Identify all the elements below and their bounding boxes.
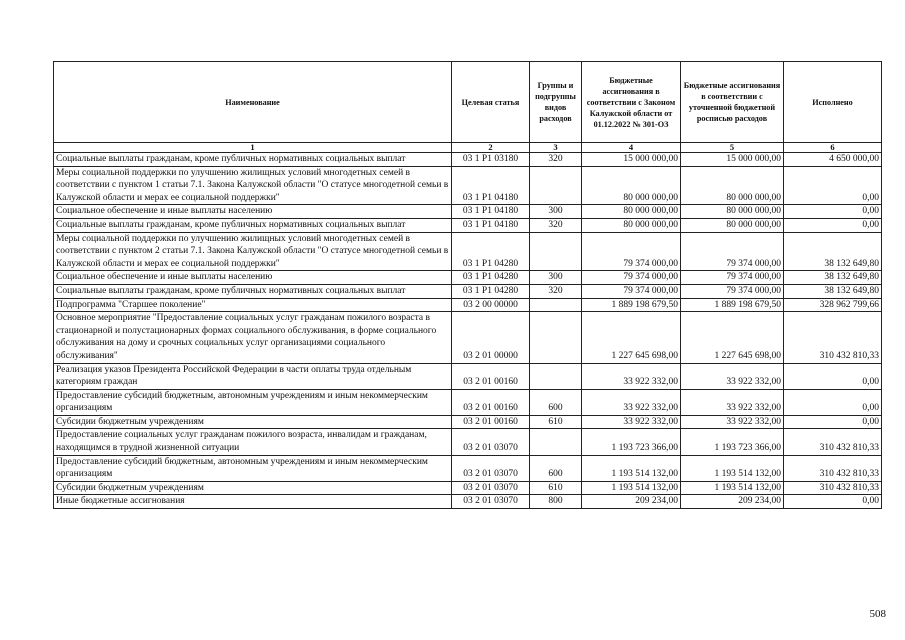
cell-executed: 0,00 <box>784 166 882 205</box>
table-row <box>54 232 882 271</box>
cell-group: 600 <box>530 455 582 481</box>
cell-group: 320 <box>530 284 582 298</box>
cell-name: Социальные выплаты гражданам, кроме публичных нормативных социальных выплат <box>54 153 452 167</box>
cell-revised: 1 889 198 679,50 <box>681 298 784 312</box>
cell-revised: 33 922 332,00 <box>681 389 784 415</box>
cell-target: 03 2 01 00160 <box>452 389 530 415</box>
table-row <box>54 481 882 495</box>
cell-target: 03 2 01 03070 <box>452 455 530 481</box>
cell-name: Меры социальной поддержки по улучшению жилищных условий многодетных семей в соответствии с пунктом 2 статьи 7.1. Закона Калужской области "О статусе многодетной семьи в Калужской области и мерах ее социальной поддержки" <box>54 232 452 271</box>
table-row <box>54 284 882 298</box>
cell-name: Социальные выплаты гражданам, кроме публичных нормативных социальных выплат <box>54 284 452 298</box>
cell-name: Социальные выплаты гражданам, кроме публичных нормативных социальных выплат <box>54 218 452 232</box>
header-executed: Исполнено <box>784 62 882 143</box>
cell-target: 03 2 01 00160 <box>452 415 530 429</box>
cell-name: Меры социальной поддержки по улучшению жилищных условий многодетных семей в соответствии с пунктом 1 статьи 7.1. Закона Калужской области "О статусе многодетной семьи в Калужской области и мерах ее социальной поддержки" <box>54 166 452 205</box>
cell-law: 80 000 000,00 <box>582 166 681 205</box>
cell-revised: 1 193 514 132,00 <box>681 455 784 481</box>
table-row <box>54 218 882 232</box>
page-number: 508 <box>869 608 886 620</box>
cell-target: 03 1 Р1 03180 <box>452 153 530 167</box>
cell-group: 300 <box>530 205 582 219</box>
cell-name: Реализация указов Президента Российской Федерации в части оплаты труда отдельным категориям граждан <box>54 363 452 389</box>
cell-revised: 79 374 000,00 <box>681 284 784 298</box>
cell-name: Предоставление субсидий бюджетным, автономным учреждениям и иным некоммерческим организациям <box>54 455 452 481</box>
cell-name: Основное мероприятие "Предоставление социальных услуг гражданам пожилого возраста в стационарной и полустационарных формах социального обслуживания, в форме социального обслуживания на дому и срочных социальных услуг организациями социального обслуживания" <box>54 312 452 363</box>
cell-executed: 328 962 799,66 <box>784 298 882 312</box>
column-number: 3 <box>530 143 582 153</box>
cell-executed: 38 132 649,80 <box>784 271 882 285</box>
cell-revised: 79 374 000,00 <box>681 271 784 285</box>
cell-law: 209 234,00 <box>582 495 681 509</box>
header-group: Группы и подгруппы видов расходов <box>530 62 582 143</box>
cell-name: Предоставление социальных услуг гражданам пожилого возраста, инвалидам и гражданам, находящимся в трудной жизненной ситуации <box>54 429 452 455</box>
table-row <box>54 271 882 285</box>
cell-executed: 0,00 <box>784 205 882 219</box>
cell-group <box>530 298 582 312</box>
cell-target: 03 1 Р1 04180 <box>452 218 530 232</box>
cell-group <box>530 312 582 363</box>
cell-name: Иные бюджетные ассигнования <box>54 495 452 509</box>
cell-executed: 0,00 <box>784 218 882 232</box>
cell-executed: 310 432 810,33 <box>784 481 882 495</box>
cell-revised: 33 922 332,00 <box>681 415 784 429</box>
table-row <box>54 495 882 509</box>
cell-target: 03 1 Р1 04180 <box>452 166 530 205</box>
column-number: 1 <box>54 143 452 153</box>
cell-executed: 38 132 649,80 <box>784 232 882 271</box>
cell-law: 79 374 000,00 <box>582 271 681 285</box>
cell-target: 03 1 Р1 04180 <box>452 205 530 219</box>
cell-group: 300 <box>530 271 582 285</box>
cell-executed: 0,00 <box>784 495 882 509</box>
cell-law: 80 000 000,00 <box>582 218 681 232</box>
cell-revised: 15 000 000,00 <box>681 153 784 167</box>
cell-revised: 80 000 000,00 <box>681 166 784 205</box>
cell-target: 03 2 01 00000 <box>452 312 530 363</box>
cell-executed: 0,00 <box>784 389 882 415</box>
cell-law: 80 000 000,00 <box>582 205 681 219</box>
cell-group: 800 <box>530 495 582 509</box>
cell-executed: 310 432 810,33 <box>784 429 882 455</box>
column-number: 6 <box>784 143 882 153</box>
cell-name: Субсидии бюджетным учреждениям <box>54 481 452 495</box>
cell-revised: 1 193 514 132,00 <box>681 481 784 495</box>
table-row <box>54 166 882 205</box>
table-row <box>54 298 882 312</box>
table-row <box>54 389 882 415</box>
table-row <box>54 415 882 429</box>
cell-law: 33 922 332,00 <box>582 415 681 429</box>
table-row <box>54 312 882 363</box>
header-target: Целевая статья <box>452 62 530 143</box>
cell-group <box>530 166 582 205</box>
cell-law: 1 193 514 132,00 <box>582 481 681 495</box>
cell-law: 1 227 645 698,00 <box>582 312 681 363</box>
cell-executed: 310 432 810,33 <box>784 455 882 481</box>
cell-group: 610 <box>530 481 582 495</box>
cell-name: Субсидии бюджетным учреждениям <box>54 415 452 429</box>
cell-law: 33 922 332,00 <box>582 363 681 389</box>
cell-target: 03 1 Р1 04280 <box>452 284 530 298</box>
cell-law: 79 374 000,00 <box>582 284 681 298</box>
cell-revised: 1 227 645 698,00 <box>681 312 784 363</box>
header-revised: Бюджетные ассигнования в соответствии с уточненной бюджетной росписью расходов <box>681 62 784 143</box>
cell-executed: 310 432 810,33 <box>784 312 882 363</box>
cell-law: 79 374 000,00 <box>582 232 681 271</box>
cell-revised: 33 922 332,00 <box>681 363 784 389</box>
cell-group: 320 <box>530 153 582 167</box>
cell-name: Предоставление субсидий бюджетным, автономным учреждениям и иным некоммерческим организациям <box>54 389 452 415</box>
cell-target: 03 2 01 03070 <box>452 481 530 495</box>
table-row <box>54 205 882 219</box>
cell-name: Социальное обеспечение и иные выплаты населению <box>54 271 452 285</box>
header-name: Наименование <box>54 62 452 143</box>
table-row <box>54 429 882 455</box>
cell-target: 03 2 01 03070 <box>452 429 530 455</box>
cell-revised: 79 374 000,00 <box>681 232 784 271</box>
header-law: Бюджетные ассигнования в соответствии с Законом Калужской области от 01.12.2022 № 301-ОЗ <box>582 62 681 143</box>
cell-executed: 38 132 649,80 <box>784 284 882 298</box>
column-number-row <box>54 143 882 153</box>
column-number: 4 <box>582 143 681 153</box>
cell-law: 1 193 723 366,00 <box>582 429 681 455</box>
cell-law: 15 000 000,00 <box>582 153 681 167</box>
cell-group <box>530 429 582 455</box>
cell-group: 600 <box>530 389 582 415</box>
cell-target: 03 2 01 03070 <box>452 495 530 509</box>
cell-group <box>530 232 582 271</box>
cell-target: 03 2 01 00160 <box>452 363 530 389</box>
cell-executed: 0,00 <box>784 415 882 429</box>
cell-target: 03 2 00 00000 <box>452 298 530 312</box>
column-number: 5 <box>681 143 784 153</box>
table-row <box>54 363 882 389</box>
cell-group <box>530 363 582 389</box>
cell-revised: 209 234,00 <box>681 495 784 509</box>
cell-law: 33 922 332,00 <box>582 389 681 415</box>
cell-revised: 80 000 000,00 <box>681 205 784 219</box>
cell-revised: 1 193 723 366,00 <box>681 429 784 455</box>
table-header-row <box>54 62 882 143</box>
cell-law: 1 889 198 679,50 <box>582 298 681 312</box>
cell-revised: 80 000 000,00 <box>681 218 784 232</box>
budget-table <box>53 61 882 509</box>
cell-target: 03 1 Р1 04280 <box>452 232 530 271</box>
column-number: 2 <box>452 143 530 153</box>
table-row <box>54 455 882 481</box>
cell-executed: 0,00 <box>784 363 882 389</box>
table-row <box>54 153 882 167</box>
cell-law: 1 193 514 132,00 <box>582 455 681 481</box>
cell-executed: 4 650 000,00 <box>784 153 882 167</box>
cell-group: 320 <box>530 218 582 232</box>
cell-group: 610 <box>530 415 582 429</box>
cell-name: Подпрограмма "Старшее поколение" <box>54 298 452 312</box>
cell-target: 03 1 Р1 04280 <box>452 271 530 285</box>
cell-name: Социальное обеспечение и иные выплаты населению <box>54 205 452 219</box>
